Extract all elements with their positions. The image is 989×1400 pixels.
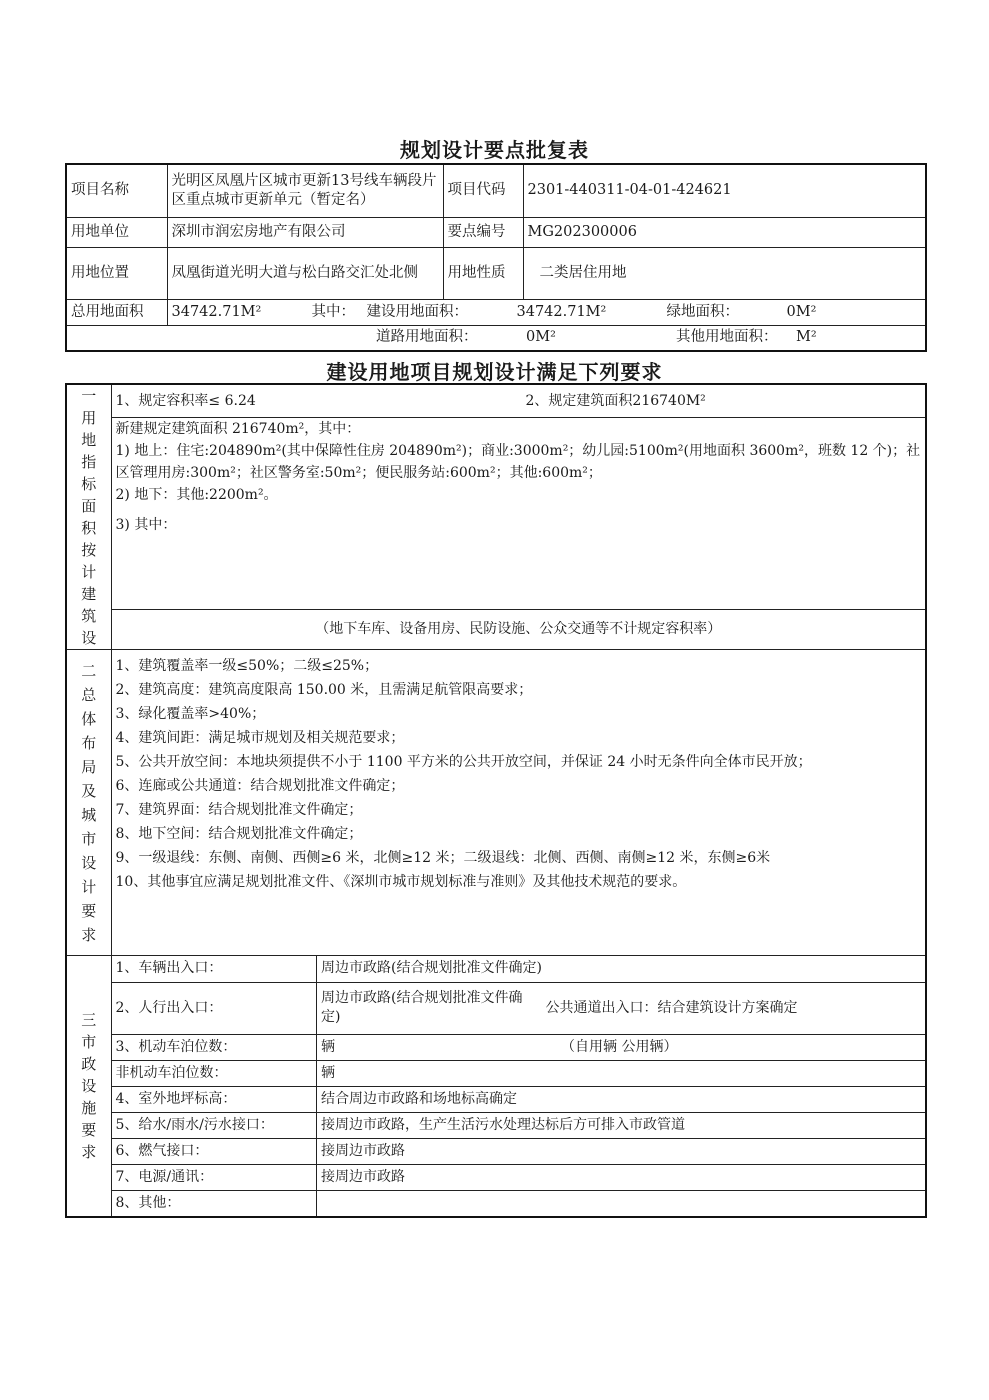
section3-heading: 三市政设施要求 bbox=[66, 956, 111, 1218]
section2-item: 4、建筑间距：满足城市规划及相关规范要求； bbox=[115, 730, 405, 746]
section2-body bbox=[111, 650, 926, 956]
project-code-label: 项目代码 bbox=[443, 164, 523, 217]
section1-line3: 2) 地下：其他:2200m²。 bbox=[115, 487, 278, 504]
nature-label: 用地性质 bbox=[443, 247, 523, 299]
s3-value: 辆 bbox=[321, 1038, 335, 1055]
land-unit-value: 深圳市润宏房地产有限公司 bbox=[167, 217, 443, 247]
project-name-label: 项目名称 bbox=[66, 164, 167, 217]
section1-body bbox=[111, 418, 926, 610]
s3-label: 6、燃气接口： bbox=[112, 1138, 317, 1164]
section1-far-row bbox=[111, 384, 926, 418]
s3-label: 4、室外地坪标高： bbox=[112, 1086, 317, 1112]
s3-label: 5、给水/雨水/污水接口： bbox=[112, 1112, 317, 1138]
point-no-value: MG202300006 bbox=[523, 217, 926, 247]
section2-item: 2、建筑高度：建筑高度限高 150.00 米，且需满足航管限高要求； bbox=[115, 682, 533, 698]
section2-item: 1、建筑覆盖率一级≤50%；二级≤25%； bbox=[115, 658, 379, 674]
total-area-label: 总用地面积 bbox=[66, 299, 167, 325]
requirements-table bbox=[65, 383, 927, 1218]
section1-heading: 一用地指标面积按计建筑设 bbox=[66, 384, 111, 650]
project-info-table bbox=[65, 163, 927, 352]
s3-label: 1、车辆出入口： bbox=[112, 956, 317, 982]
page-title: 规划设计要点批复表 bbox=[400, 138, 589, 162]
s3-value: 辆 bbox=[317, 1060, 927, 1086]
nature-value: 二类居住用地 bbox=[523, 247, 926, 299]
section2-item: 6、连廊或公共通道：结合规划批准文件确定； bbox=[115, 778, 405, 794]
green-area-value: 0M² bbox=[786, 303, 817, 320]
total-area-value: 34742.71M² bbox=[171, 303, 262, 320]
section2-item: 3、绿化覆盖率>40%； bbox=[115, 706, 266, 722]
s3-value-row bbox=[317, 1034, 927, 1060]
section1-note: （地下车库、设备用房、民防设施、公众交通等不计规定容积率） bbox=[111, 610, 926, 650]
section2-item: 5、公共开放空间：本地块须提供不小于 1100 平方米的公共开放空间，并保证 24 小时无条件向全体市民开放； bbox=[115, 754, 812, 770]
s3-value bbox=[317, 1190, 927, 1216]
s3-value: 结合周边市政路和场地标高确定 bbox=[317, 1086, 927, 1112]
among-label: 其中： bbox=[311, 303, 355, 320]
s3-extra: （自用辆 公用辆） bbox=[561, 1038, 678, 1055]
location-label: 用地位置 bbox=[66, 247, 167, 299]
far-value: 1、规定容积率≤ 6.24 bbox=[115, 392, 256, 409]
floor-area-value: 2、规定建筑面积216740M² bbox=[525, 392, 706, 409]
location-value: 凤凰街道光明大道与松白路交汇处北侧 bbox=[167, 247, 443, 299]
section2-item: 7、建筑界面：结合规划批准文件确定； bbox=[115, 802, 363, 818]
green-area-label: 绿地面积： bbox=[666, 303, 739, 320]
s3-label: 7、电源/通讯： bbox=[112, 1164, 317, 1190]
s3-label: 8、其他： bbox=[112, 1190, 317, 1216]
section1-line1: 新建规定建筑面积 216740m²，其中： bbox=[115, 421, 361, 438]
s3-value: 周边市政路(结合规划批准文件确定) bbox=[321, 990, 523, 1025]
section2-item: 8、地下空间：结合规划批准文件确定； bbox=[115, 826, 363, 842]
s3-value: 接周边市政路，生产生活污水处理达标后方可排入市政管道 bbox=[317, 1112, 927, 1138]
area-breakdown-row-2 bbox=[66, 325, 926, 351]
point-no-label: 要点编号 bbox=[443, 217, 523, 247]
s3-value-row bbox=[317, 982, 927, 1034]
section2-heading: 二总体布局及城市设计要求 bbox=[66, 650, 111, 956]
section2-item: 9、一级退线：东侧、南侧、西侧≥6 米，北侧≥12 米；二级退线：北侧、西侧、南侧≥12 米，东侧≥6米 bbox=[115, 850, 771, 866]
section-subtitle: 建设用地项目规划设计满足下列要求 bbox=[326, 360, 663, 384]
other-area-value: M² bbox=[796, 329, 817, 346]
road-area-value: 0M² bbox=[526, 329, 556, 346]
section1-line4: 3) 其中： bbox=[115, 517, 177, 534]
s3-label: 非机动车泊位数： bbox=[112, 1060, 317, 1086]
s3-extra: 公共通道出入口：结合建筑设计方案确定 bbox=[545, 999, 798, 1016]
other-area-label: 其他用地面积： bbox=[676, 329, 778, 346]
section2-item: 10、其他事宜应满足规划批准文件、《深圳市城市规划标准与准则》及其他技术规范的要求。 bbox=[115, 874, 687, 890]
section3-body bbox=[111, 956, 926, 1218]
land-unit-label: 用地单位 bbox=[66, 217, 167, 247]
project-name-value: 光明区凤凰片区城市更新13号线车辆段片区重点城市更新单元（暂定名） bbox=[167, 164, 443, 217]
section3-table bbox=[112, 956, 927, 1216]
s3-value: 接周边市政路 bbox=[317, 1164, 927, 1190]
build-area-value: 34742.71M² bbox=[516, 303, 607, 320]
area-breakdown-row bbox=[167, 299, 926, 325]
section1-line2: 1) 地上：住宅:204890m²(其中保障性住房 204890m²)；商业:3000m²；幼儿园:5100m²(用地面积 3600m²，班数 12 个)；社区管理用房:300m²；社区警务室:50m²；便民服务站:600m²；其他:600m²； bbox=[115, 443, 921, 482]
build-area-label: 建设用地面积： bbox=[366, 303, 468, 320]
road-area-label: 道路用地面积： bbox=[376, 329, 478, 346]
project-code-value: 2301-440311-04-01-424621 bbox=[523, 164, 926, 217]
s3-value: 周边市政路(结合规划批准文件确定) bbox=[317, 956, 927, 982]
s3-label: 3、机动车泊位数： bbox=[112, 1034, 317, 1060]
s3-value: 接周边市政路 bbox=[317, 1138, 927, 1164]
s3-label: 2、人行出入口： bbox=[112, 982, 317, 1034]
